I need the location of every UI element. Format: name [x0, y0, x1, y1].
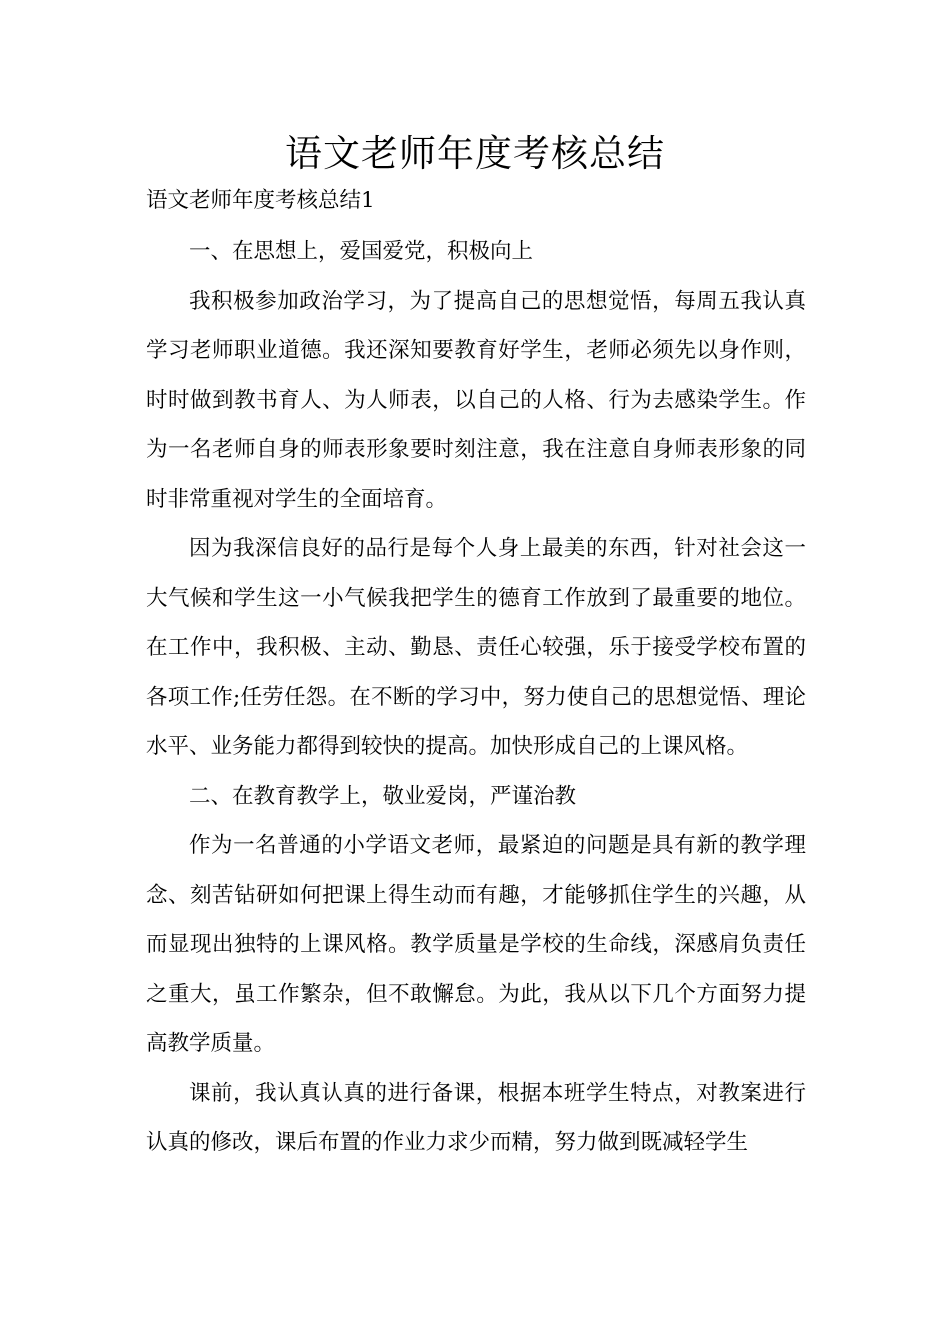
- section-heading-1: 一、在思想上，爱国爱党，积极向上: [189, 239, 534, 264]
- paragraph-1: 我积极参加政治学习，为了提高自己的思想觉悟，每周五我认真学习老师职业道德。我还深知要教育好学生，老师必须先以身作则，时时做到教书育人、为人师表，以自己的人格、行为去感染学生。作为一名老师自身的师表形象要时刻注意，我在注意自身师表形象的同时非常重视对学生的全面培育。: [146, 288, 806, 512]
- section-heading-2: 二、在教育教学上，敬业爱岗，严谨治教: [189, 783, 577, 809]
- document-subtitle: 语文老师年度考核总结1: [146, 188, 375, 213]
- paragraph-3: 作为一名普通的小学语文老师，最紧迫的问题是具有新的教学理念、刻苦钻研如何把课上得生动而有趣，才能够抓住学生的兴趣，从而显现出独特的上课风格。教学质量是学校的生命线，深感肩负责任之重大，虽工作繁杂，但不敢懈怠。为此，我从以下几个方面努力提高教学质量。: [146, 833, 806, 1056]
- document-body: [146, 227, 806, 1168]
- paragraph-4: 课前，我认真认真的进行备课，根据本班学生特点，对教案进行认真的修改，课后布置的作业力求少而精，努力做到既减轻学生: [146, 1080, 806, 1155]
- document-title: 语文老师年度考核总结: [285, 132, 665, 175]
- paragraph-2: 因为我深信良好的品行是每个人身上最美的东西，针对社会这一大气候和学生这一小气候我把学生的德育工作放到了最重要的地位。在工作中，我积极、主动、勤恳、责任心较强，乐于接受学校布置的各项工作;任劳任怨。在不断的学习中，努力使自己的思想觉悟、理论水平、业务能力都得到较快的提高。加快形成自己的上课风格。: [146, 536, 806, 759]
